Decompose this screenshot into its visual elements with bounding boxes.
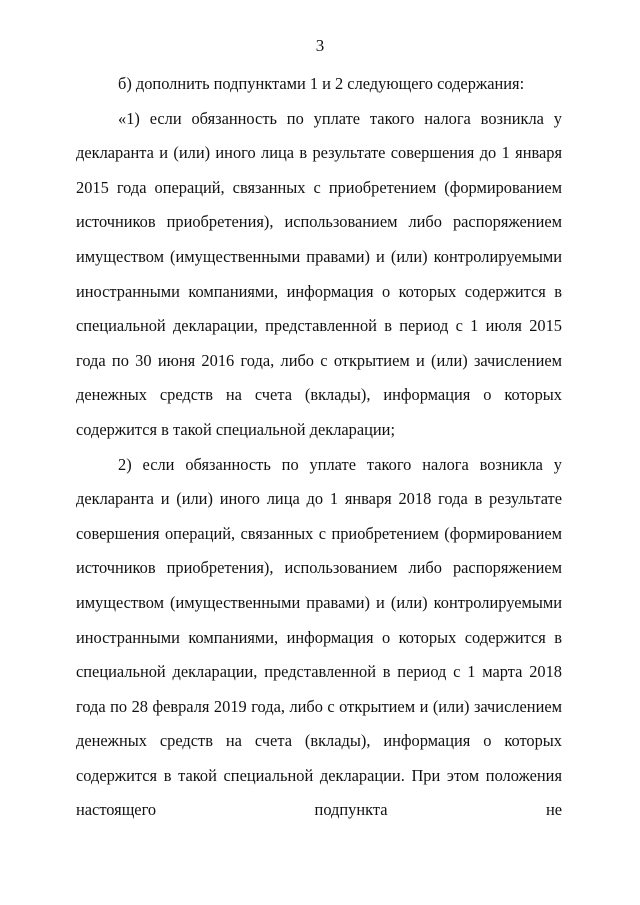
- paragraph-subitem-2: 2) если обязанность по уплате такого налога возникла у декларанта и (или) иного лица до 1 января 2018 года в результате совершения операций, связанных с приобретением (формированием источников приобретения), использованием либо распоряжением имуществом (имущественными правами) и (или) контролируемыми иностранными компаниями, информация о которых содержится в специальной декларации, представленной в период с 1 марта 2018 года по 28 февраля 2019 года, либо с открытием и (или) зачислением денежных средств на счета (вклады), информация о которых содержится в такой специальной декларации. При этом положения настоящего подпункта не: [76, 454, 562, 820]
- paragraph-subitem-1: «1) если обязанность по уплате такого налога возникла у декларанта и (или) иного лица в результате совершения до 1 января 2015 года операций, связанных с приобретением (формированием источников приобретения), использованием либо распоряжением имуществом (имущественными правами) и (или) контролируемыми иностранными компаниями, информация о которых содержится в специальной декларации, представленной в период с 1 июля 2015 года по 30 июня 2016 года, либо с открытием и (или) зачислением денежных средств на счета (вклады), информация о которых содержится в такой специальной декларации;: [76, 108, 562, 439]
- page-number: 3: [315, 36, 325, 55]
- document-body: [76, 67, 562, 828]
- paragraph-intro: б) дополнить подпунктами 1 и 2 следующего содержания:: [118, 74, 525, 93]
